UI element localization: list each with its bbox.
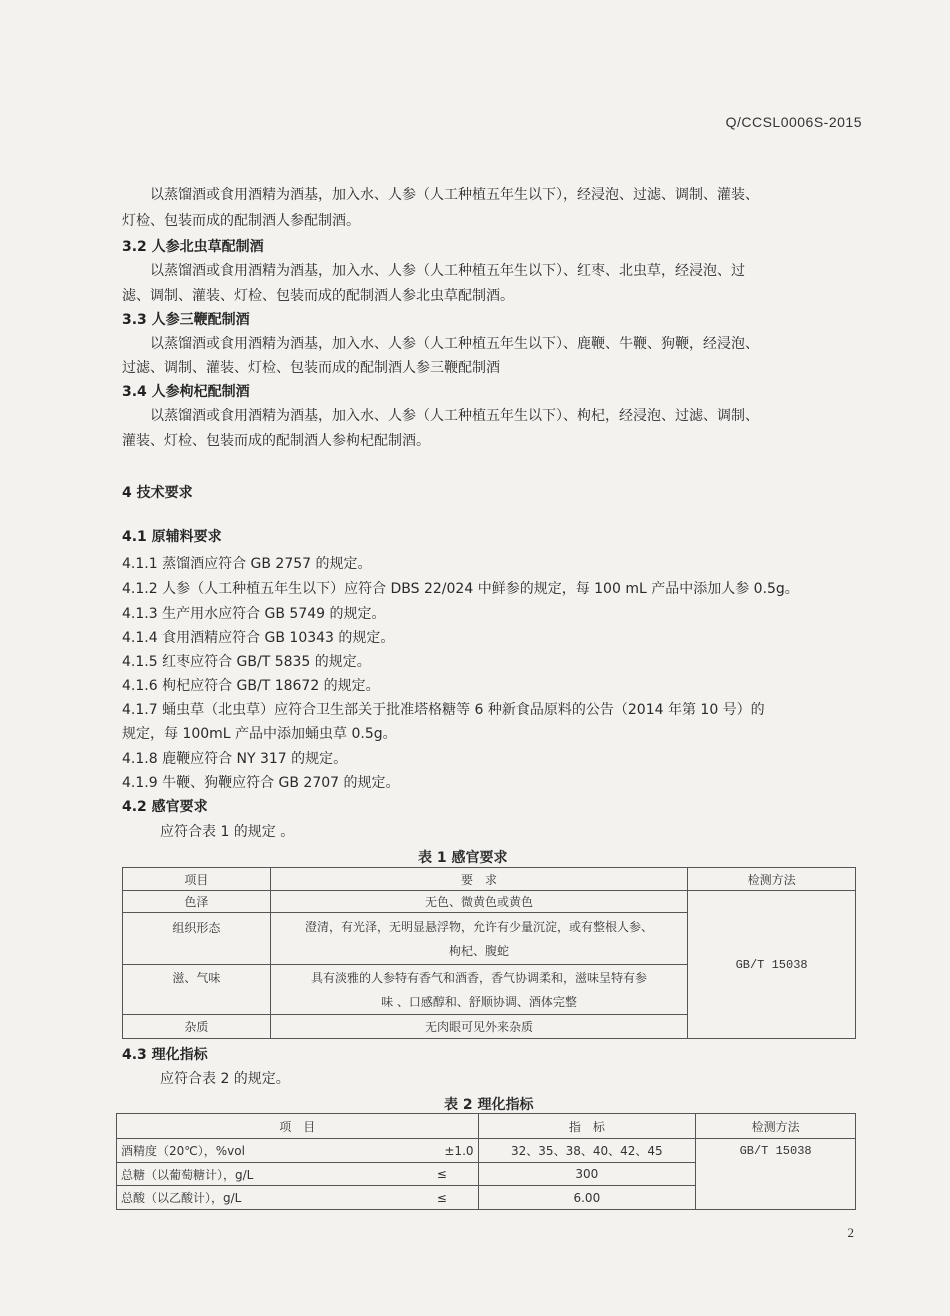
table2-header: 项 目 bbox=[117, 1114, 479, 1139]
table2-header: 检测方法 bbox=[696, 1114, 856, 1139]
sensory-table bbox=[122, 867, 856, 1039]
requirement-line: 4.1.5 红枣应符合 GB/T 5835 的规定。 bbox=[122, 654, 371, 670]
table1-header: 要 求 bbox=[270, 868, 687, 891]
table2-header: 指 标 bbox=[478, 1114, 696, 1139]
requirement-line: 4.1.6 枸杞应符合 GB/T 18672 的规定。 bbox=[122, 678, 380, 694]
table2-tolerance: ±1.0 bbox=[406, 1139, 478, 1163]
requirement-line: 4.1.4 食用酒精应符合 GB 10343 的规定。 bbox=[122, 630, 395, 646]
paragraph-line: 应符合表 1 的规定 。 bbox=[160, 824, 295, 840]
requirement-line: 4.1.1 蒸馏酒应符合 GB 2757 的规定。 bbox=[122, 556, 372, 572]
section-heading: 4.2 感官要求 bbox=[122, 799, 208, 815]
requirement-line: 4.1.8 鹿鞭应符合 NY 317 的规定。 bbox=[122, 751, 348, 767]
page-number: 2 bbox=[847, 1225, 854, 1240]
requirement-line: 4.1.2 人参（人工种植五年生以下）应符合 DBS 22/024 中鲜参的规定，每 100 mL 产品中添加人参 0.5g。 bbox=[122, 581, 799, 597]
table2-item: 总酸（以乙酸计），g/L bbox=[117, 1186, 407, 1210]
table2-value: 300 bbox=[478, 1163, 696, 1186]
table1-item: 色泽 bbox=[123, 891, 271, 913]
paragraph-line: 以蒸馏酒或食用酒精为酒基，加入水、人参（人工种植五年生以下）、红枣、北虫草，经浸泡、过 bbox=[150, 263, 745, 279]
table2-method: GB/T 15038 bbox=[696, 1139, 856, 1210]
table1-requirement: 无色、微黄色或黄色 bbox=[270, 891, 687, 913]
table2-tolerance: ≤ bbox=[406, 1186, 478, 1210]
physchem-table bbox=[116, 1113, 856, 1210]
table1-requirement: 无肉眼可见外来杂质 bbox=[270, 1015, 687, 1039]
section-heading: 4.3 理化指标 bbox=[122, 1047, 208, 1063]
table1-header: 检测方法 bbox=[688, 868, 856, 891]
requirement-line: 4.1.3 生产用水应符合 GB 5749 的规定。 bbox=[122, 606, 386, 622]
paragraph-line: 过滤、调制、灌装、灯检、包装而成的配制酒人参三鞭配制酒 bbox=[122, 360, 500, 376]
table1-item: 滋、气味 bbox=[123, 965, 271, 1015]
table1-caption: 表 1 感官要求 bbox=[418, 850, 508, 866]
paragraph-line: 灯检、包装而成的配制酒人参配制酒。 bbox=[122, 213, 360, 229]
paragraph-line: 以蒸馏酒或食用酒精为酒基，加入水、人参（人工种植五年生以下），经浸泡、过滤、调制、灌装、 bbox=[150, 187, 759, 203]
table2-caption: 表 2 理化指标 bbox=[444, 1097, 534, 1113]
requirement-line: 4.1.7 蛹虫草（北虫草）应符合卫生部关于批准塔格糖等 6 种新食品原料的公告（2014 年第 10 号）的 bbox=[122, 702, 765, 718]
paragraph-line: 应符合表 2 的规定。 bbox=[160, 1071, 290, 1087]
table2-value: 32、35、38、40、42、45 bbox=[478, 1139, 696, 1163]
table1-header: 项目 bbox=[123, 868, 271, 891]
section-heading: 4.1 原辅料要求 bbox=[122, 529, 222, 545]
table1-method: GB/T 15038 bbox=[688, 891, 856, 1039]
table1-item: 杂质 bbox=[123, 1015, 271, 1039]
table2-item: 总糖（以葡萄糖计），g/L bbox=[117, 1163, 407, 1186]
requirement-line: 规定，每 100mL 产品中添加蛹虫草 0.5g。 bbox=[122, 726, 397, 742]
section-heading: 3.2 人参北虫草配制酒 bbox=[122, 239, 264, 255]
table2-tolerance: ≤ bbox=[406, 1163, 478, 1186]
paragraph-line: 灌装、灯检、包装而成的配制酒人参枸杞配制酒。 bbox=[122, 433, 430, 449]
section-heading: 4 技术要求 bbox=[122, 485, 193, 501]
requirement-line: 4.1.9 牛鞭、狗鞭应符合 GB 2707 的规定。 bbox=[122, 775, 400, 791]
table2-item: 酒精度（20℃），%vol bbox=[117, 1139, 407, 1163]
table2-value: 6.00 bbox=[478, 1186, 696, 1210]
table1-item: 组织形态 bbox=[123, 913, 271, 965]
table1-requirement: 澄清，有光泽，无明显悬浮物，允许有少量沉淀，或有整根人参、 枸杞、腹蛇 bbox=[270, 913, 687, 965]
table1-requirement: 具有淡雅的人参特有香气和酒香，香气协调柔和，滋味呈特有参 味 、口感醇和、舒顺协调、酒体完整 bbox=[270, 965, 687, 1015]
paragraph-line: 以蒸馏酒或食用酒精为酒基，加入水、人参（人工种植五年生以下）、枸杞，经浸泡、过滤、调制、 bbox=[150, 408, 759, 424]
document-code: Q/CCSL0006S-2015 bbox=[725, 114, 862, 130]
section-heading: 3.3 人参三鞭配制酒 bbox=[122, 312, 250, 328]
section-heading: 3.4 人参枸杞配制酒 bbox=[122, 384, 250, 400]
paragraph-line: 滤、调制、灌装、灯检、包装而成的配制酒人参北虫草配制酒。 bbox=[122, 288, 514, 304]
paragraph-line: 以蒸馏酒或食用酒精为酒基，加入水、人参（人工种植五年生以下）、鹿鞭、牛鞭、狗鞭，经浸泡、 bbox=[150, 336, 759, 352]
